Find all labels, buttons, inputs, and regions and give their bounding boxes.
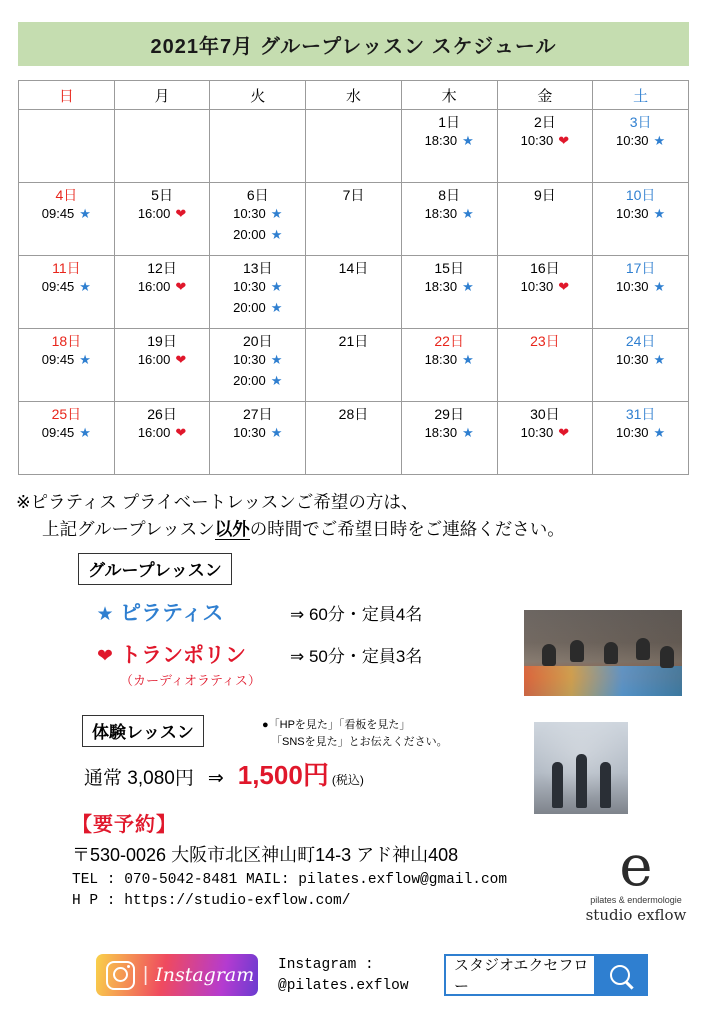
calendar-slot[interactable] <box>402 130 497 151</box>
calendar-day-number: 6日 <box>246 187 269 203</box>
calendar-day-cell[interactable] <box>210 329 306 402</box>
calendar-day-cell[interactable] <box>306 183 402 256</box>
trial-lesson-heading: 体験レッスン <box>82 715 204 747</box>
calendar-day-number: 7日 <box>342 187 365 203</box>
trial-new-price: 1,500円 <box>237 760 329 791</box>
star-icon: ★ <box>270 227 283 243</box>
calendar-day-cell[interactable] <box>593 183 689 256</box>
note-line-1: ※ピラティス プライベートレッスンご希望の方は、 <box>16 492 419 512</box>
calendar-day-cell[interactable] <box>401 256 497 329</box>
slot-time: 16:00 <box>137 206 171 222</box>
calendar-day-number: 4日 <box>55 187 78 203</box>
calendar-header-2: 火 <box>210 81 306 110</box>
calendar-slot[interactable] <box>498 422 593 443</box>
calendar-slot[interactable] <box>593 276 688 297</box>
calendar-slot[interactable] <box>210 422 305 443</box>
calendar-slot[interactable] <box>402 422 497 443</box>
calendar-day-cell[interactable] <box>593 402 689 475</box>
search-icon <box>610 965 630 985</box>
private-lesson-note <box>16 489 693 543</box>
star-icon: ★ <box>653 206 666 222</box>
calendar-day-number: 26日 <box>147 406 177 422</box>
instagram-badge[interactable] <box>96 954 258 996</box>
logo-mark: e <box>619 834 653 899</box>
star-icon: ★ <box>79 279 91 295</box>
star-icon: ★ <box>653 279 666 295</box>
calendar-day-number <box>19 110 114 115</box>
calendar-day-cell[interactable] <box>114 110 210 183</box>
group-lesson-heading: グループレッスン <box>78 553 232 585</box>
calendar-day-number: 21日 <box>338 333 369 349</box>
star-icon: ★ <box>462 425 474 441</box>
slot-time: 18:30 <box>424 425 458 441</box>
calendar-day-cell[interactable] <box>306 402 402 475</box>
slot-time: 18:30 <box>424 279 458 295</box>
calendar-day-number: 29日 <box>434 406 464 422</box>
slot-time: 10:30 <box>520 425 554 441</box>
instagram-handle-line-2: @pilates.exflow <box>278 978 409 995</box>
calendar-day-cell[interactable] <box>19 183 115 256</box>
slot-time: 18:30 <box>424 206 458 222</box>
studio-logo <box>582 834 690 925</box>
calendar-day-number: 17日 <box>625 260 656 276</box>
slot-time: 20:00 <box>233 373 266 389</box>
calendar-week-row <box>19 110 689 183</box>
calendar-slot[interactable] <box>210 370 305 391</box>
lesson-subnote: （カーディオラティス） <box>120 673 261 689</box>
calendar-day-cell[interactable] <box>19 329 115 402</box>
calendar-day-cell[interactable] <box>401 402 497 475</box>
calendar <box>18 80 689 475</box>
star-icon: ★ <box>653 352 666 368</box>
note-line-2c: の時間でご希望日時をご連絡ください。 <box>249 519 565 540</box>
calendar-day-number: 9日 <box>533 187 556 203</box>
calendar-header-0: 日 <box>19 81 115 110</box>
trial-normal-price: 通常 3,080円 <box>84 768 194 790</box>
slot-time: 10:30 <box>233 352 266 368</box>
slot-time: 16:00 <box>137 425 171 441</box>
tel-mail-line[interactable]: TEL : 070-5042-8481 MAIL: pilates.exflow@gmail.com <box>72 872 508 889</box>
calendar-slot[interactable] <box>19 422 114 443</box>
star-icon: ★ <box>653 425 666 441</box>
star-icon: ★ <box>270 352 283 368</box>
calendar-slot[interactable] <box>210 349 305 370</box>
calendar-day-number: 15日 <box>434 260 464 276</box>
calendar-day-cell[interactable] <box>497 110 593 183</box>
calendar-week-row <box>19 256 689 329</box>
calendar-day-cell[interactable] <box>593 256 689 329</box>
slot-time: 10:30 <box>520 279 554 295</box>
calendar-day-number: 18日 <box>51 333 82 349</box>
calendar-day-number: 19日 <box>147 333 177 349</box>
page-title-bar <box>18 22 689 66</box>
trial-aside <box>262 717 448 750</box>
calendar-day-number: 12日 <box>147 260 177 276</box>
calendar-header-1: 月 <box>114 81 210 110</box>
calendar-day-cell[interactable] <box>306 256 402 329</box>
slot-time: 18:30 <box>424 133 458 149</box>
calendar-day-cell[interactable] <box>401 110 497 183</box>
calendar-slot[interactable] <box>498 130 593 151</box>
calendar-day-number: 5日 <box>151 187 173 203</box>
heart-icon: ❤ <box>175 279 187 295</box>
calendar-day-cell[interactable] <box>114 256 210 329</box>
calendar-slot[interactable] <box>402 349 497 370</box>
calendar-day-cell[interactable] <box>593 329 689 402</box>
logo-tagline: pilates & endermologie <box>590 895 682 906</box>
slot-time: 10:30 <box>616 133 649 149</box>
calendar-slot[interactable] <box>19 203 114 224</box>
calendar-slot[interactable] <box>210 224 305 245</box>
calendar-day-number: 11日 <box>52 260 81 276</box>
calendar-day-number: 22日 <box>434 333 464 349</box>
calendar-day-number: 3日 <box>629 114 652 130</box>
trial-aside-line-2: 「SNSを見た」とお伝えください。 <box>271 735 448 748</box>
calendar-day-number <box>210 110 305 115</box>
star-icon: ★ <box>270 373 283 389</box>
calendar-day-number: 23日 <box>530 333 560 349</box>
instagram-icon <box>106 961 135 990</box>
calendar-day-cell[interactable] <box>306 329 402 402</box>
calendar-day-number: 28日 <box>338 406 369 422</box>
calendar-slot[interactable] <box>593 422 688 443</box>
calendar-day-number: 24日 <box>625 333 656 349</box>
heart-icon: ❤ <box>558 425 570 441</box>
calendar-header-row <box>19 81 689 110</box>
lesson-desc: ⇒ 50分・定員3名 <box>290 647 423 667</box>
slot-time: 10:30 <box>233 425 266 441</box>
heart-icon: ❤ <box>175 425 187 441</box>
calendar-table <box>18 80 689 475</box>
calendar-slot[interactable] <box>402 203 497 224</box>
slot-time: 09:45 <box>41 279 75 295</box>
calendar-day-cell[interactable] <box>401 183 497 256</box>
calendar-slot[interactable] <box>593 203 688 224</box>
calendar-day-cell[interactable] <box>497 329 593 402</box>
calendar-day-number <box>306 110 401 115</box>
slot-time: 10:30 <box>520 133 554 149</box>
star-icon: ★ <box>79 425 91 441</box>
star-icon: ★ <box>79 352 91 368</box>
calendar-day-cell[interactable] <box>306 110 402 183</box>
calendar-day-cell[interactable] <box>401 329 497 402</box>
slot-time: 09:45 <box>41 206 75 222</box>
slot-time: 16:00 <box>137 279 171 295</box>
slot-time: 09:45 <box>41 425 75 441</box>
note-line-2 <box>16 516 693 543</box>
calendar-day-number: 13日 <box>242 260 273 276</box>
calendar-day-cell[interactable] <box>497 402 593 475</box>
calendar-header-5: 金 <box>497 81 593 110</box>
calendar-slot[interactable] <box>498 276 593 297</box>
heart-icon: ❤ <box>558 279 570 295</box>
slot-time: 10:30 <box>233 279 266 295</box>
lesson-desc: ⇒ 60分・定員4名 <box>290 605 423 625</box>
instagram-handle <box>278 955 409 997</box>
star-icon: ★ <box>270 279 283 295</box>
search-box[interactable] <box>444 954 648 996</box>
trainer-photo <box>534 722 628 814</box>
calendar-day-cell[interactable] <box>114 402 210 475</box>
calendar-day-cell[interactable] <box>210 110 306 183</box>
arrow-icon: ⇒ <box>207 768 224 790</box>
calendar-slot[interactable] <box>210 276 305 297</box>
search-input[interactable]: スタジオエクセフロー <box>454 957 589 995</box>
lesson-name: ピラティス <box>120 602 224 626</box>
star-icon: ★ <box>462 133 474 149</box>
address-line: 〒530-0026 大阪市北区神山町14-3 アド神山408 <box>72 845 459 866</box>
calendar-slot[interactable] <box>115 203 210 224</box>
slot-time: 20:00 <box>233 227 266 243</box>
star-icon: ★ <box>462 352 474 368</box>
search-button[interactable] <box>594 956 646 994</box>
calendar-header-4: 木 <box>401 81 497 110</box>
calendar-day-number: 14日 <box>338 260 369 276</box>
calendar-slot[interactable] <box>19 276 114 297</box>
instagram-label: Instagram <box>155 964 255 986</box>
calendar-day-number: 10日 <box>625 187 656 203</box>
calendar-header-6: 土 <box>593 81 689 110</box>
star-icon: ★ <box>653 133 666 149</box>
slot-time: 09:45 <box>41 352 75 368</box>
star-icon: ★ <box>96 604 114 626</box>
calendar-day-cell[interactable] <box>19 110 115 183</box>
calendar-day-cell[interactable] <box>210 402 306 475</box>
note-emphasis: 以外 <box>214 519 250 540</box>
calendar-day-number: 25日 <box>51 406 82 422</box>
slot-time: 20:00 <box>233 300 266 316</box>
slot-time: 10:30 <box>616 352 649 368</box>
calendar-slot[interactable] <box>210 297 305 318</box>
heart-icon: ❤ <box>175 206 187 222</box>
calendar-day-cell[interactable] <box>497 256 593 329</box>
calendar-day-number: 20日 <box>242 333 273 349</box>
calendar-day-number: 1日 <box>438 114 461 130</box>
calendar-slot[interactable] <box>593 349 688 370</box>
calendar-day-number: 27日 <box>242 406 273 422</box>
calendar-day-cell[interactable] <box>19 256 115 329</box>
instagram-separator: | <box>143 963 149 986</box>
page-title: 2021年7月 グループレッスン スケジュール <box>150 35 557 58</box>
slot-time: 16:00 <box>137 352 171 368</box>
logo-name: studio exflow <box>585 906 687 925</box>
flyer-page <box>0 22 707 1022</box>
calendar-day-number: 8日 <box>438 187 461 203</box>
calendar-slot[interactable] <box>115 349 210 370</box>
heart-icon: ❤ <box>175 352 187 368</box>
star-icon: ★ <box>462 279 474 295</box>
homepage-line[interactable]: H P : https://studio-exflow.com/ <box>72 893 351 910</box>
note-line-2a: 上記グループレッスン <box>42 519 215 540</box>
calendar-day-cell[interactable] <box>114 329 210 402</box>
calendar-slot[interactable] <box>115 422 210 443</box>
star-icon: ★ <box>79 206 91 222</box>
star-icon: ★ <box>270 206 283 222</box>
studio-group-photo <box>524 610 682 696</box>
calendar-week-row <box>19 329 689 402</box>
slot-time: 10:30 <box>233 206 266 222</box>
calendar-day-number <box>115 110 210 115</box>
calendar-day-cell[interactable] <box>114 183 210 256</box>
star-icon: ★ <box>270 425 283 441</box>
trial-aside-line-1: ●「HPを見た」「看板を見た」 <box>262 719 411 732</box>
slot-time: 10:30 <box>616 425 649 441</box>
heart-icon: ❤ <box>97 646 113 668</box>
reservation-required-label: 【要予約】 <box>72 814 177 837</box>
lesson-name: トランポリン <box>120 644 246 668</box>
slot-time: 18:30 <box>424 352 458 368</box>
calendar-slot[interactable] <box>115 276 210 297</box>
instagram-handle-line-1: Instagram : <box>278 957 374 973</box>
footer <box>0 952 707 1014</box>
star-icon: ★ <box>462 206 474 222</box>
calendar-day-cell[interactable] <box>210 256 306 329</box>
calendar-day-cell[interactable] <box>497 183 593 256</box>
calendar-week-row <box>19 183 689 256</box>
slot-time: 10:30 <box>616 279 649 295</box>
calendar-slot[interactable] <box>402 276 497 297</box>
calendar-slot[interactable] <box>19 349 114 370</box>
calendar-day-cell[interactable] <box>593 110 689 183</box>
calendar-header-3: 水 <box>306 81 402 110</box>
calendar-day-number: 2日 <box>533 114 556 130</box>
calendar-slot[interactable] <box>593 130 688 151</box>
calendar-day-number: 30日 <box>530 406 560 422</box>
calendar-day-cell[interactable] <box>210 183 306 256</box>
trial-tax-note: (税込) <box>331 773 364 788</box>
calendar-day-cell[interactable] <box>19 402 115 475</box>
calendar-day-number: 16日 <box>530 260 560 276</box>
slot-time: 10:30 <box>616 206 649 222</box>
calendar-week-row <box>19 402 689 475</box>
heart-icon: ❤ <box>558 133 570 149</box>
calendar-slot[interactable] <box>210 203 305 224</box>
calendar-day-number: 31日 <box>625 406 656 422</box>
star-icon: ★ <box>270 300 283 316</box>
